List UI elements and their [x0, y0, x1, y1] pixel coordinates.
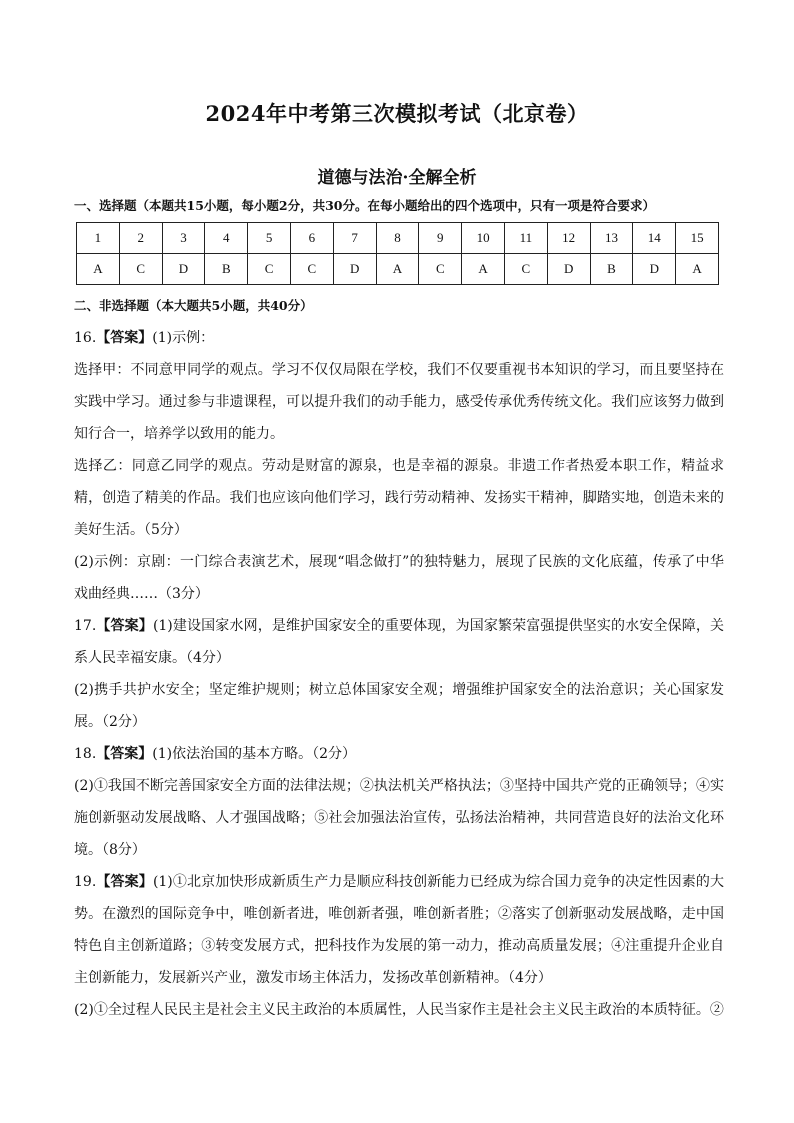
q18-text-1: (1)依法治国的基本方略。（2分） — [152, 746, 357, 762]
answer-cell: C — [119, 254, 162, 285]
answer-cell: D — [547, 254, 590, 285]
question-number-cell: 11 — [504, 223, 547, 254]
question-number-cell: 12 — [547, 223, 590, 254]
answer-cell: B — [205, 254, 248, 285]
answer-cell: C — [504, 254, 547, 285]
q16-header — [74, 322, 724, 354]
question-number-cell: 7 — [333, 223, 376, 254]
q18-answer-tag: 【答案】 — [96, 746, 153, 762]
q17-number: 17. — [74, 618, 97, 634]
answer-cell: C — [290, 254, 333, 285]
q16-paragraph-2: 选择乙：同意乙同学的观点。劳动是财富的源泉，也是幸福的源泉。非遗工作者热爱本职工作，精益求精，创造了精美的作品。我们也应该向他们学习，践行劳动精神、发扬实干精神，脚踏实地，创造未来的美好生活。（5分） — [74, 458, 724, 538]
question-number-cell: 1 — [77, 223, 120, 254]
q18-number: 18. — [74, 746, 97, 762]
q16-intro: (1)示例： — [152, 330, 215, 346]
question-number-cell: 9 — [419, 223, 462, 254]
answer-cell: C — [248, 254, 291, 285]
answer-cell: D — [633, 254, 676, 285]
answer-cell: B — [590, 254, 633, 285]
question-number-cell: 4 — [205, 223, 248, 254]
answer-cell: A — [77, 254, 120, 285]
question-number-cell: 14 — [633, 223, 676, 254]
answer-table — [76, 222, 719, 285]
q16-paragraph-3: (2)示例：京剧：一门综合表演艺术，展现“唱念做打”的独特魅力，展现了民族的文化底蕴，传承了中华戏曲经典……（3分） — [74, 554, 724, 602]
q18-paragraph-1 — [74, 738, 724, 770]
answer-table-number-row — [77, 223, 719, 254]
q17-answer-tag: 【答案】 — [96, 618, 153, 634]
q19-answer-tag: 【答案】 — [96, 874, 153, 890]
page-title: 2024年中考第三次模拟考试（北京卷） — [205, 101, 589, 126]
question-number-cell: 8 — [376, 223, 419, 254]
q17-paragraph-2: (2)携手共护水安全；坚定维护规则；树立总体国家安全观；增强维护国家安全的法治意识；关心国家发展。（2分） — [74, 682, 724, 730]
answer-cell: C — [419, 254, 462, 285]
q16-paragraph-1: 选择甲：不同意甲同学的观点。学习不仅仅局限在学校，我们不仅要重视书本知识的学习，而且要坚持在实践中学习。通过参与非遗课程，可以提升我们的动手能力，感受传承优秀传统文化。我们应该努力做到知行合一，培养学以致用的能力。 — [74, 362, 724, 442]
question-number-cell: 3 — [162, 223, 205, 254]
answer-body — [74, 322, 724, 1026]
q19-paragraph-1 — [74, 866, 724, 994]
answer-cell: A — [462, 254, 505, 285]
answer-cell: D — [333, 254, 376, 285]
q17-text-1: (1)建设国家水网，是维护国家安全的重要体现，为国家繁荣富强提供坚实的水安全保障，关系人民幸福安康。（4分） — [74, 618, 724, 666]
q19-number: 19. — [74, 874, 97, 890]
question-number-cell: 5 — [248, 223, 291, 254]
question-number-cell: 2 — [119, 223, 162, 254]
q16-answer-tag: 【答案】 — [96, 330, 153, 346]
section1-heading: 一、选择题（本题共15小题，每小题2分，共30分。在每小题给出的四个选项中，只有一项是符合要求） — [74, 198, 655, 213]
q19-paragraph-2: (2)①全过程人民民主是社会主义民主政治的本质属性，人民当家作主是社会主义民主政治的本质特征。② — [74, 1002, 724, 1018]
answer-cell: A — [376, 254, 419, 285]
question-number-cell: 6 — [290, 223, 333, 254]
section2-heading: 二、非选择题（本大题共5小题，共40分） — [74, 298, 313, 313]
q19-text-1: (1)①北京加快形成新质生产力是顺应科技创新能力已经成为综合国力竞争的决定性因素的大势。在激烈的国际竞争中，唯创新者进，唯创新者强，唯创新者胜；②落实了创新驱动发展战略，走中国特色自主创新道路；③转变发展方式，把科技作为发展的第一动力，推动高质量发展；④注重提升企业自主创新能力，发展新兴产业，激发市场主体活力，发扬改革创新精神。（4分） — [74, 874, 724, 986]
answer-cell: A — [676, 254, 719, 285]
q16-number: 16. — [74, 330, 97, 346]
question-number-cell: 15 — [676, 223, 719, 254]
answer-cell: D — [162, 254, 205, 285]
q17-paragraph-1 — [74, 610, 724, 674]
page-subtitle: 道德与法治·全解全析 — [317, 168, 477, 188]
question-number-cell: 13 — [590, 223, 633, 254]
question-number-cell: 10 — [462, 223, 505, 254]
answer-table-answer-row — [77, 254, 719, 285]
q18-paragraph-2: (2)①我国不断完善国家安全方面的法律法规；②执法机关严格执法；③坚持中国共产党的正确领导；④实施创新驱动发展战略、人才强国战略；⑤社会加强法治宣传，弘扬法治精神，共同营造良好的法治文化环境。（8分） — [74, 778, 724, 858]
